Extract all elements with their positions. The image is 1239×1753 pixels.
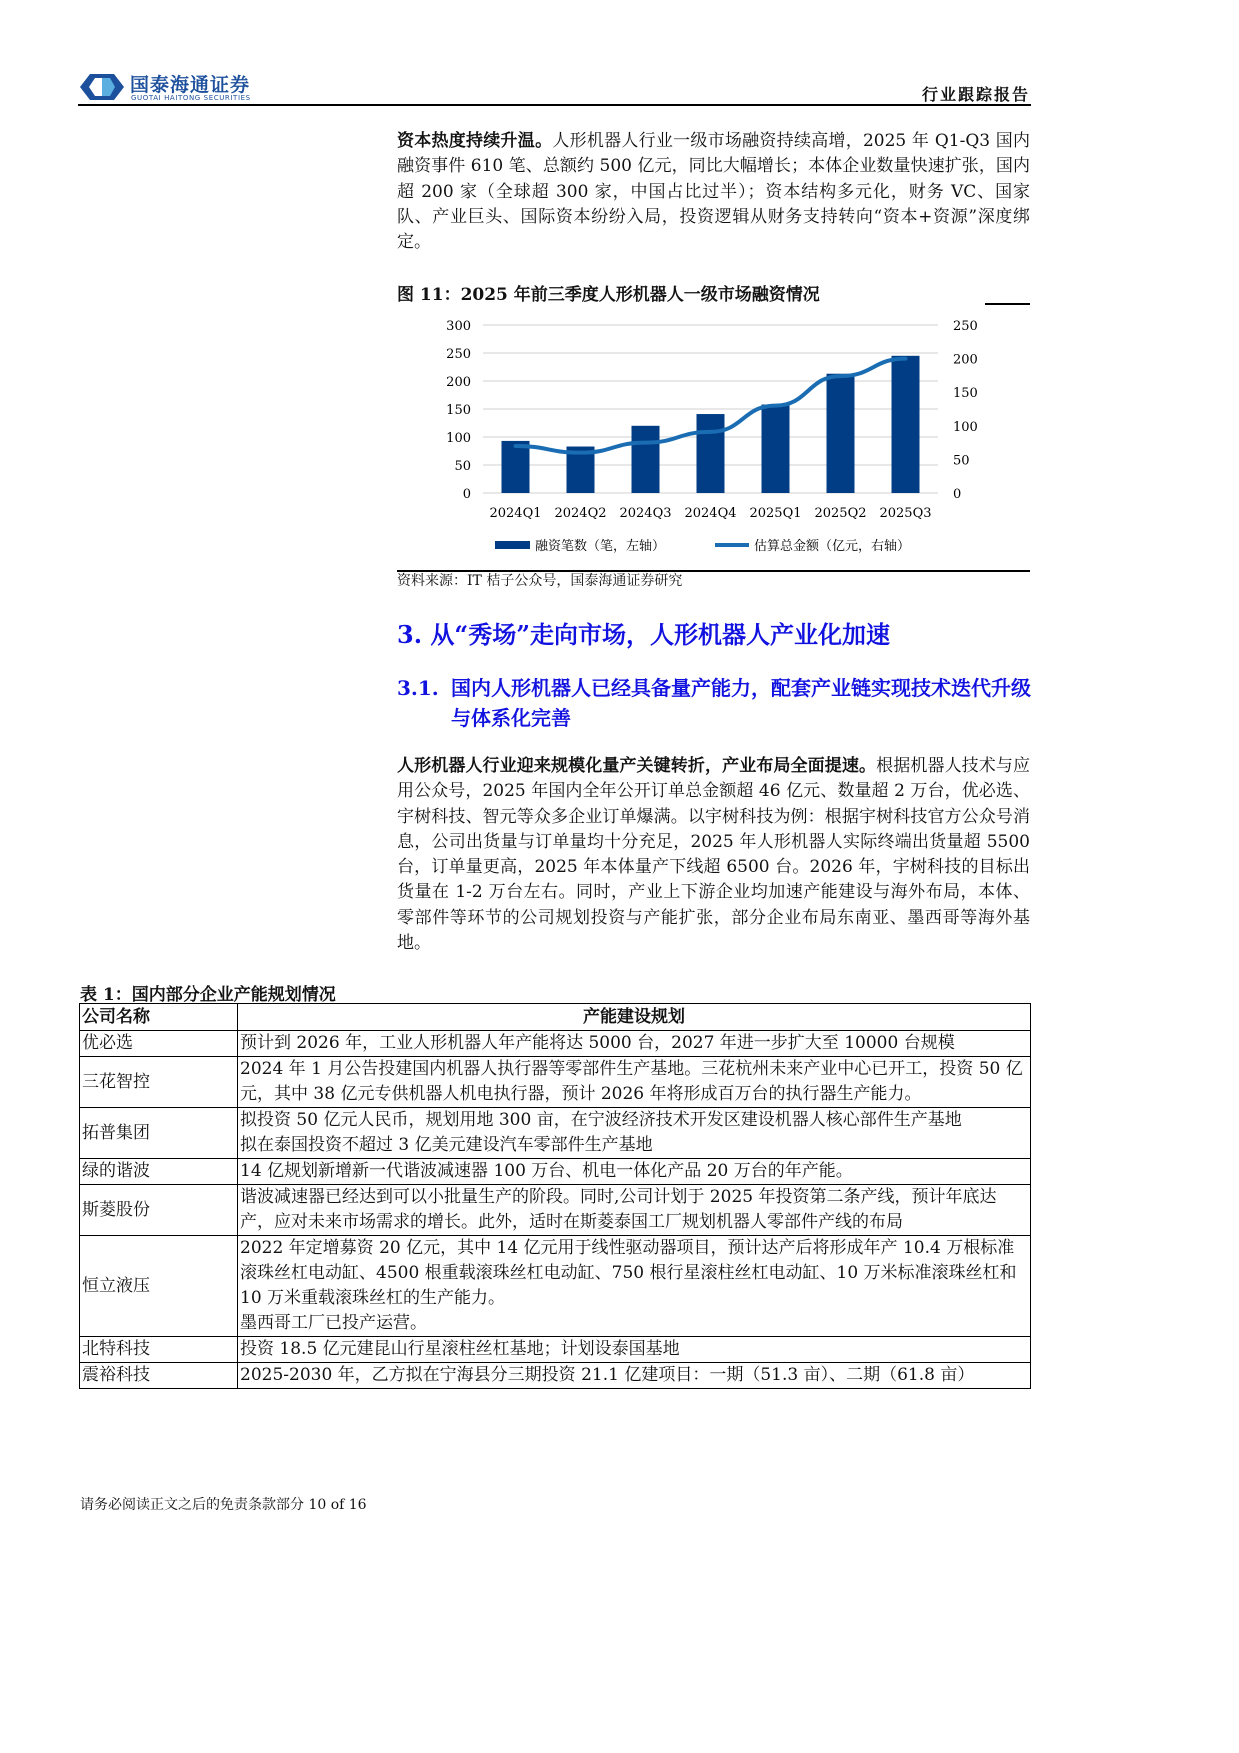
y-left-tick-label: 100 <box>446 431 471 446</box>
paragraph-body: 人形机器人行业一级市场融资持续高增，2025 年 Q1-Q3 国内融资事件 610 笔、总额约 500 亿元，同比大幅增长；本体企业数量快速扩张，国内超 200 家（全球超 300 家，中国占比过半）；资本结构多元化，财务 VC、国家队、产业巨头、国际资本纷纷入局，投资逻辑从财务支持转向“资本+资源”深度绑定。 <box>397 131 1030 253</box>
footer-disclaimer: 请务必阅读正文之后的免责条款部分 10 of 16 <box>80 1497 367 1513</box>
logo-mark-icon <box>80 72 124 102</box>
x-tick-label: 2025Q1 <box>749 506 802 521</box>
y-left-tick-label: 300 <box>446 319 471 334</box>
table-row <box>80 1057 1031 1108</box>
subsection-title: 国内人形机器人已经具备量产能力，配套产业链实现技术迭代升级与体系化完善 <box>451 676 1031 730</box>
paragraph-capital <box>397 129 1030 255</box>
y-left-tick-label: 50 <box>454 459 471 474</box>
y-right-tick-label: 250 <box>953 319 978 334</box>
plan-cell: 2025-2030 年，乙方拟在宁海县分三期投资 21.1 亿建项目：一期（51.3 亩）、二期（61.8 亩） <box>238 1363 1031 1389</box>
bar <box>827 374 855 493</box>
paragraph-body: 根据机器人技术与应用公众号，2025 年国内全年公开订单总金额超 46 亿元、数量超 2 万台，优必选、宇树科技、智元等众多企业订单爆满。以宇树科技为例：根据宇树科技官方公众号消息，公司出货量与订单量均十分充足，2025 年人形机器人实际终端出货量超 5500 台，订单量更高，2025 年本体量产下线超 6500 台。2026 年，宇树科技的目标出货量在 1-2 万台左右。同时，产业上下游企业均加速产能建设与海外布局，本体、零部件等环节的公司规划投资与产能扩张，部分企业布局东南亚、墨西哥等海外基地。 <box>397 756 1031 954</box>
legend-bar-swatch <box>495 541 530 549</box>
table-title: 表 1：国内部分企业产能规划情况 <box>80 985 336 1005</box>
y-left-tick-label: 200 <box>446 375 471 390</box>
bar <box>762 405 790 493</box>
figure-rule <box>985 303 1030 305</box>
y-right-tick-label: 50 <box>953 453 970 469</box>
header-company: 公司名称 <box>80 1004 238 1031</box>
x-tick-label: 2024Q3 <box>619 506 672 521</box>
bar <box>892 356 920 493</box>
plan-cell <box>238 1108 1031 1159</box>
plan-cell: 投资 18.5 亿元建昆山行星滚柱丝杠基地；计划设泰国基地 <box>238 1337 1031 1363</box>
bar <box>697 414 725 493</box>
header-divider <box>78 104 1031 106</box>
x-tick-label: 2025Q2 <box>814 506 867 521</box>
plan-line: 拟在泰国投资不超过 3 亿美元建设汽车零部件生产基地 <box>240 1135 653 1155</box>
company-logo <box>80 70 280 104</box>
x-tick-label: 2024Q2 <box>554 506 607 521</box>
report-type: 行业跟踪报告 <box>921 85 1030 104</box>
table-row <box>80 1236 1031 1337</box>
x-tick-label: 2025Q3 <box>879 506 932 521</box>
company-cell: 绿的谐波 <box>80 1159 238 1185</box>
paragraph-mass-production <box>397 754 1030 956</box>
table-row <box>80 1159 1031 1185</box>
y-right-tick-label: 200 <box>953 352 978 368</box>
paragraph-lead: 人形机器人行业迎来规模化量产关键转折，产业布局全面提速。 <box>397 756 877 776</box>
plan-cell: 2024 年 1 月公告投建国内机器人执行器等零部件生产基地。三花杭州未来产业中心已开工，投资 50 亿元，其中 38 亿元专供机器人机电执行器，预计 2026 年将形成百万台的执行器生产能力。 <box>238 1057 1031 1108</box>
plan-line: 墨西哥工厂已投产运营。 <box>240 1313 427 1333</box>
y-left-tick-label: 250 <box>446 347 471 362</box>
financing-chart <box>397 310 1030 568</box>
bar <box>502 441 530 493</box>
section-heading: 3. 从“秀场”走向市场，人形机器人产业化加速 <box>397 620 891 649</box>
legend-bar-label: 融资笔数（笔，左轴） <box>535 539 666 554</box>
logo-text-en: GUOTAI HAITONG SECURITIES <box>131 94 251 102</box>
table-row <box>80 1337 1031 1363</box>
table-row <box>80 1031 1031 1057</box>
capacity-table <box>79 1003 1031 1389</box>
company-cell: 优必选 <box>80 1031 238 1057</box>
header-plan: 产能建设规划 <box>238 1004 1031 1031</box>
bar <box>632 426 660 493</box>
x-tick-label: 2024Q1 <box>489 506 542 521</box>
subsection-number: 3.1. <box>397 676 439 700</box>
plan-cell: 谐波减速器已经达到可以小批量生产的阶段。同时,公司计划于 2025 年投资第二条产线，预计年底达产，应对未来市场需求的增长。此外，适时在斯菱泰国工厂规划机器人零部件产线的布局 <box>238 1185 1031 1236</box>
y-left-tick-label: 150 <box>446 403 471 418</box>
table-row <box>80 1185 1031 1236</box>
y-right-tick-label: 100 <box>953 419 978 435</box>
figure-title: 图 11：2025 年前三季度人形机器人一级市场融资情况 <box>397 285 820 305</box>
plan-cell: 14 亿规划新增新一代谐波减速器 100 万台、机电一体化产品 20 万台的年产能。 <box>238 1159 1031 1185</box>
company-cell: 震裕科技 <box>80 1363 238 1389</box>
paragraph-lead: 资本热度持续升温。 <box>397 131 553 151</box>
x-tick-label: 2024Q4 <box>684 506 737 521</box>
y-right-tick-label: 0 <box>953 487 962 502</box>
y-left-tick-label: 0 <box>462 487 471 502</box>
table-row <box>80 1363 1031 1389</box>
table-row <box>80 1108 1031 1159</box>
company-cell: 拓普集团 <box>80 1108 238 1159</box>
figure-source: 资料来源：IT 桔子公众号，国泰海通证券研究 <box>397 573 683 589</box>
company-cell: 北特科技 <box>80 1337 238 1363</box>
logo-text-cn: 国泰海通证券 <box>130 74 251 96</box>
plan-cell <box>238 1236 1031 1337</box>
plan-line: 2022 年定增募资 20 亿元，其中 14 亿元用于线性驱动器项目，预计达产后将形成年产 10.4 万根标准滚珠丝杠电动缸、4500 根重载滚珠丝杠电动缸、750 根行星滚柱丝杠电动缸、10 万米标准滚珠丝杠和 10 万米重载滚珠丝杠的生产能力。 <box>240 1238 1017 1308</box>
y-right-tick-label: 150 <box>953 386 978 402</box>
plan-line: 拟投资 50 亿元人民币，规划用地 300 亩，在宁波经济技术开发区建设机器人核心部件生产基地 <box>240 1110 962 1130</box>
company-cell: 三花智控 <box>80 1057 238 1108</box>
table-header-row <box>80 1004 1031 1031</box>
legend-line-label: 估算总金额（亿元，右轴） <box>754 539 911 554</box>
company-cell: 斯菱股份 <box>80 1185 238 1236</box>
plan-cell: 预计到 2026 年，工业人形机器人年产能将达 5000 台，2027 年进一步扩大至 10000 台规模 <box>238 1031 1031 1057</box>
company-cell: 恒立液压 <box>80 1236 238 1337</box>
